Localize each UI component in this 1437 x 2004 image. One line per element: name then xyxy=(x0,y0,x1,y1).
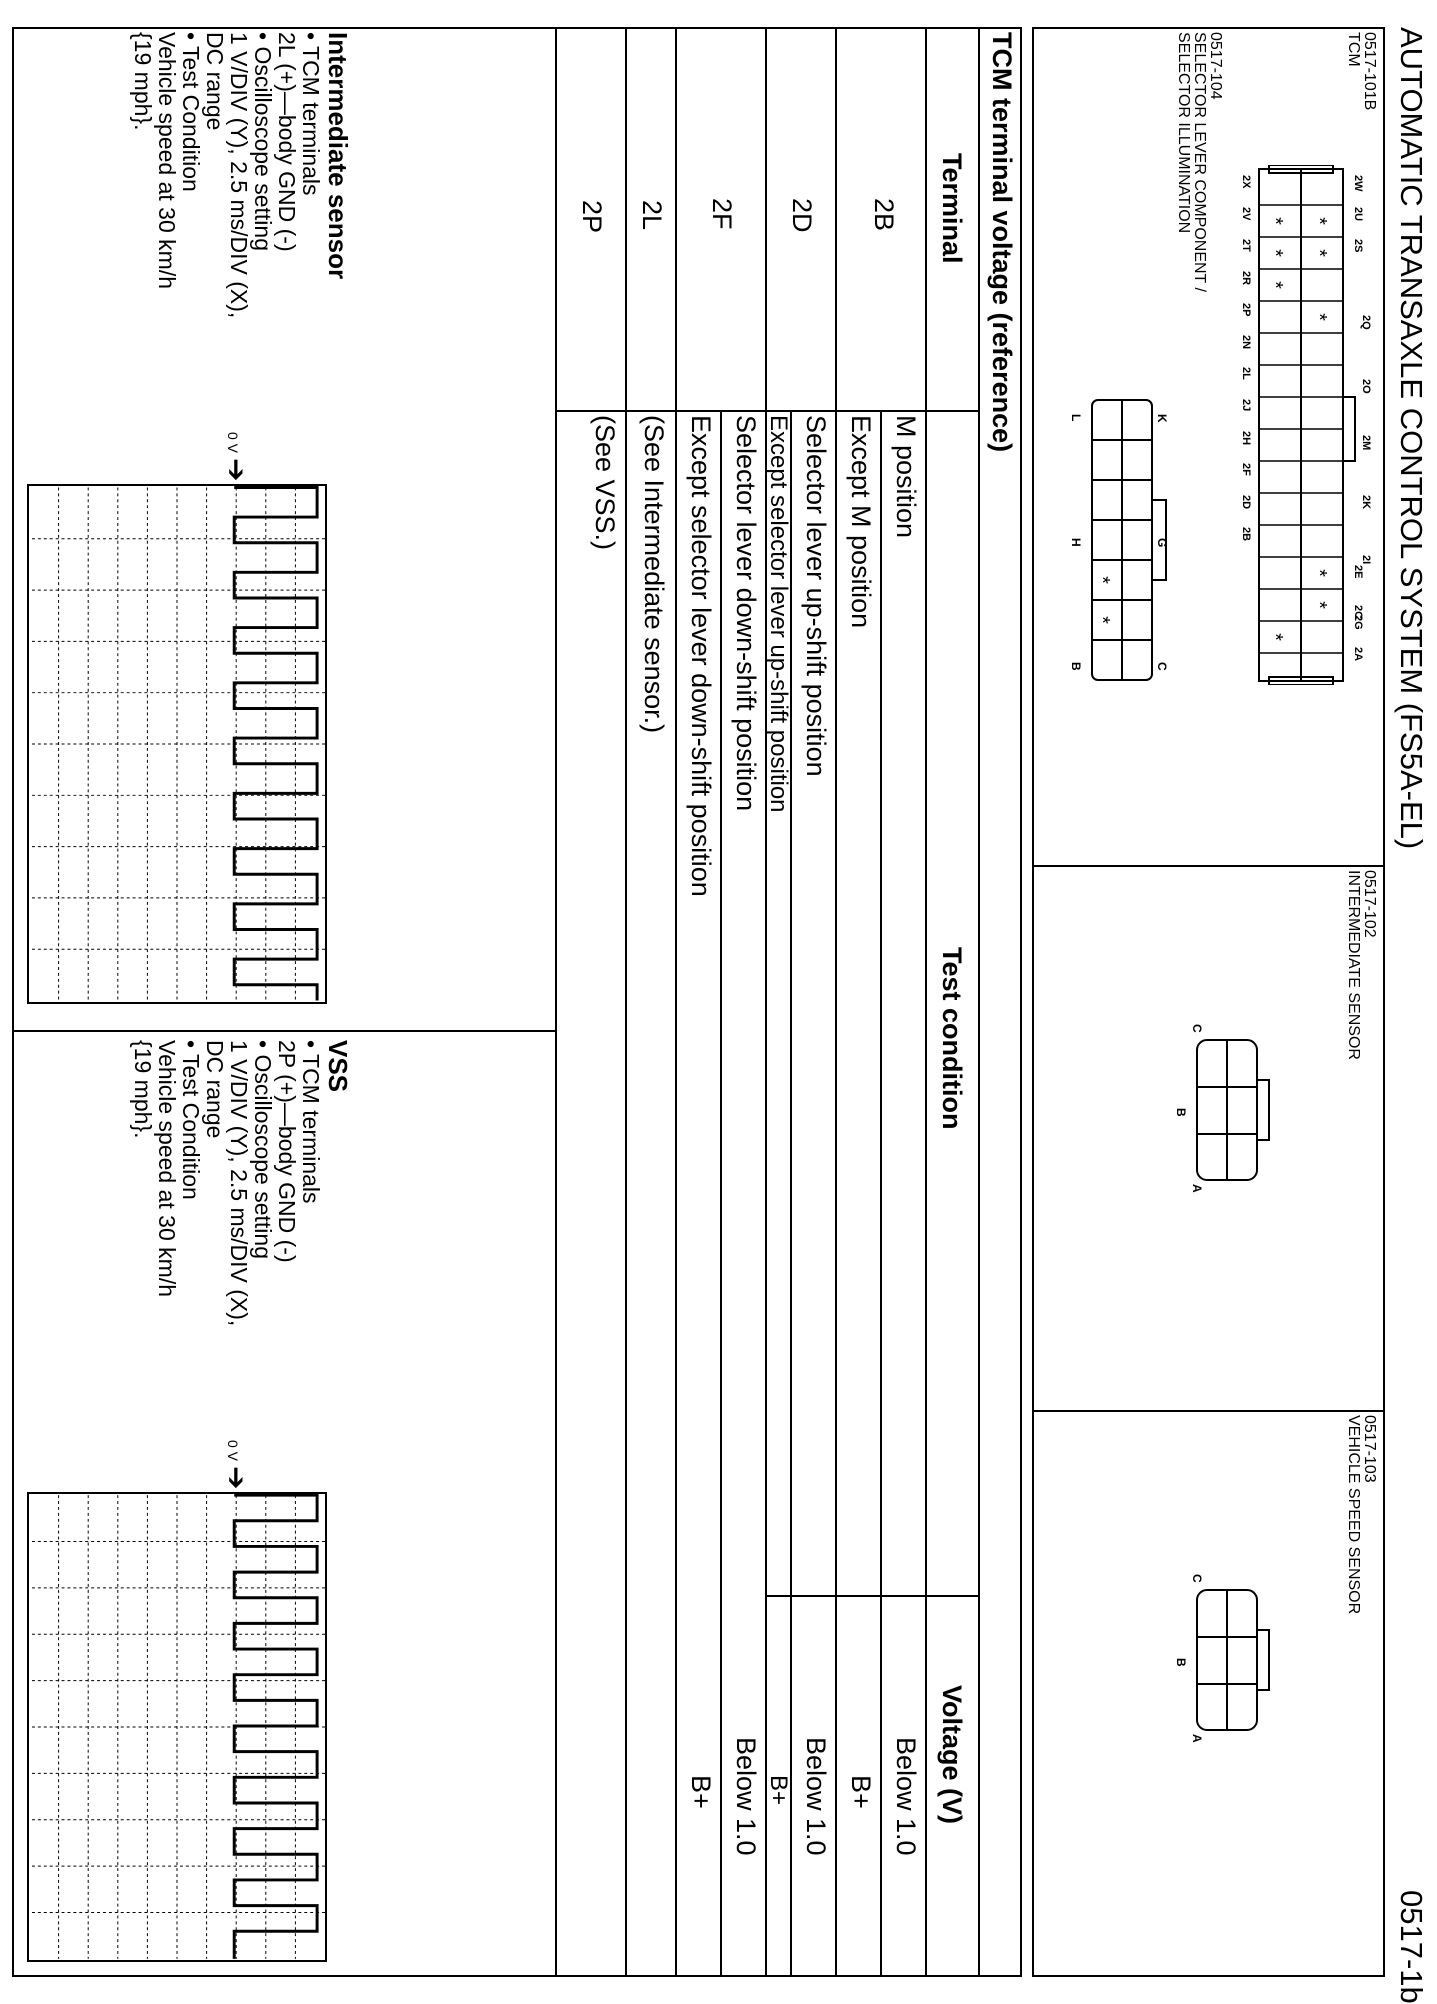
selector-name-1: SELECTOR LEVER COMPONENT / xyxy=(1191,32,1208,292)
svg-text:2N: 2N xyxy=(1240,335,1252,350)
selector-name-2: SELECTOR ILLUMINATION xyxy=(1175,32,1192,234)
header-voltage: Voltage (V) xyxy=(937,1685,967,1825)
voltage-cell: B+ xyxy=(846,1775,876,1809)
intermediate-line: {19 mph}. xyxy=(130,32,156,131)
svg-text:2F: 2F xyxy=(1240,463,1252,476)
svg-text:*: * xyxy=(1308,569,1330,577)
page-title: AUTOMATIC TRANSAXLE CONTROL SYSTEM (FS5A-EL) xyxy=(1394,27,1429,850)
svg-text:*: * xyxy=(1264,281,1286,289)
intermediate-line: DC range xyxy=(202,32,228,131)
svg-text:C: C xyxy=(1190,1574,1204,1583)
intermediate-line: 1 V/DIV (Y), 2.5 ms/DIV (X), xyxy=(226,32,252,319)
intermediate-line: • TCM terminals xyxy=(298,32,324,196)
terminal-cell: 2L xyxy=(637,200,667,231)
intermediate-line: • Test Condition xyxy=(178,32,204,192)
row-divider xyxy=(835,27,837,1977)
selector-connector-diagram xyxy=(1062,390,1172,690)
tcm-name: TCM xyxy=(1345,32,1362,67)
svg-text:2B: 2B xyxy=(1240,527,1252,542)
svg-text:B: B xyxy=(1174,1108,1188,1117)
svg-text:2X: 2X xyxy=(1240,175,1252,189)
row-divider xyxy=(925,27,927,1977)
svg-text:*: * xyxy=(1308,601,1330,609)
svg-text:A: A xyxy=(1190,1184,1204,1193)
row-divider xyxy=(880,410,882,1977)
vss-line: • Oscilloscope setting xyxy=(250,1040,276,1259)
terminal-cell: 2D xyxy=(787,198,817,233)
svg-text:*: * xyxy=(1264,633,1286,641)
voltage-cell: Below 1.0 xyxy=(731,1737,761,1856)
tcm-code: 0517-101B xyxy=(1361,32,1378,111)
voltage-cell: B+ xyxy=(686,1775,716,1809)
vss-title: VSS xyxy=(323,1040,353,1093)
selector-code: 0517-104 xyxy=(1207,32,1224,100)
svg-text:*: * xyxy=(1308,249,1330,257)
row-divider xyxy=(555,27,557,1977)
svg-text:2Q: 2Q xyxy=(1360,315,1372,330)
voltage-cell: Below 1.0 xyxy=(801,1737,831,1856)
intermediate-line: 2L (+)—body GND (-) xyxy=(274,32,300,252)
vss-waveform-trace xyxy=(234,1495,317,1959)
svg-text:2I: 2I xyxy=(1360,555,1372,565)
intermediate-code: 0517-102 xyxy=(1361,870,1378,938)
waveform-divider xyxy=(12,1030,557,1032)
vss-connector-diagram xyxy=(1167,1570,1277,1750)
vss-line: • TCM terminals xyxy=(298,1040,324,1204)
vss-code: 0517-103 xyxy=(1361,1415,1378,1483)
terminal-cell: 2B xyxy=(869,198,899,232)
svg-text:2M: 2M xyxy=(1360,435,1372,451)
table-title: TCM terminal voltage (reference) xyxy=(987,32,1017,453)
svg-text:A: A xyxy=(1190,1734,1204,1743)
svg-text:2S: 2S xyxy=(1352,239,1364,253)
intermediate-oscilloscope xyxy=(27,484,327,1004)
header-test-condition: Test condition xyxy=(937,947,967,1130)
vss-line: Vehicle speed at 30 km/h xyxy=(154,1040,180,1297)
row-divider xyxy=(765,27,767,1977)
svg-text:L: L xyxy=(1069,414,1083,422)
table-rule xyxy=(978,27,980,1977)
svg-text:G: G xyxy=(1155,538,1169,548)
intermediate-line: Vehicle speed at 30 km/h xyxy=(154,32,180,289)
svg-text:B: B xyxy=(1174,1658,1188,1667)
vss-line: • Test Condition xyxy=(178,1040,204,1200)
condition-cell: Selector lever down-shift position xyxy=(731,415,761,812)
svg-text:2O: 2O xyxy=(1360,379,1372,394)
svg-text:2D: 2D xyxy=(1240,495,1252,510)
voltage-cell: Below 1.0 xyxy=(891,1737,921,1856)
svg-text:2J: 2J xyxy=(1240,399,1252,412)
svg-text:*: * xyxy=(1091,616,1113,624)
svg-text:2R: 2R xyxy=(1240,271,1252,286)
condition-cell: Except selector lever up-shift position xyxy=(765,415,792,813)
svg-text:2H: 2H xyxy=(1240,431,1252,446)
svg-text:2W: 2W xyxy=(1352,175,1364,192)
svg-text:2U: 2U xyxy=(1352,207,1364,222)
vss-line: 1 V/DIV (Y), 2.5 ms/DIV (X), xyxy=(226,1040,252,1327)
vss-line: {19 mph}. xyxy=(130,1040,156,1139)
svg-text:*: * xyxy=(1308,217,1330,225)
zero-volt-label: 0 V xyxy=(225,1440,241,1462)
vss-line: 2P (+)—body GND (-) xyxy=(274,1040,300,1263)
svg-text:2C: 2C xyxy=(1352,605,1364,620)
intermediate-sensor-title: Intermediate sensor xyxy=(323,32,353,280)
row-divider xyxy=(720,410,722,1977)
svg-text:C: C xyxy=(1155,662,1169,671)
column-divider xyxy=(557,410,980,412)
header-terminal: Terminal xyxy=(937,153,967,264)
svg-text:*: * xyxy=(1308,313,1330,321)
svg-text:2V: 2V xyxy=(1240,207,1252,221)
svg-text:2T: 2T xyxy=(1240,239,1252,252)
arrow-icon: ➔ xyxy=(221,1466,252,1490)
condition-cell: Except M position xyxy=(846,415,876,629)
svg-text:K: K xyxy=(1155,414,1169,423)
svg-text:2K: 2K xyxy=(1360,495,1372,510)
column-divider xyxy=(767,1595,980,1597)
svg-text:2G: 2G xyxy=(1352,615,1364,630)
row-divider xyxy=(625,27,627,1977)
svg-text:*: * xyxy=(1264,217,1286,225)
terminal-cell: 2P xyxy=(577,200,607,234)
svg-text:*: * xyxy=(1091,576,1113,584)
condition-cell: Selector lever up-shift position xyxy=(801,415,831,777)
frame-divider xyxy=(1032,865,1385,867)
row-divider xyxy=(675,27,677,1977)
vss-name: VEHICLE SPEED SENSOR xyxy=(1345,1415,1362,1615)
terminal-cell: 2F xyxy=(707,198,737,230)
svg-text:*: * xyxy=(1264,249,1286,257)
intermediate-line: • Oscilloscope setting xyxy=(250,32,276,251)
zero-volt-label: 0 V xyxy=(225,432,241,454)
intermediate-connector-diagram xyxy=(1167,1020,1277,1200)
arrow-icon: ➔ xyxy=(221,458,252,482)
vss-oscilloscope xyxy=(27,1492,327,1962)
svg-text:B: B xyxy=(1069,662,1083,671)
page-code: 0517-1b xyxy=(1394,1890,1429,2004)
frame-divider xyxy=(1032,1410,1385,1412)
tcm-connector-diagram xyxy=(1233,165,1373,685)
svg-text:2L: 2L xyxy=(1240,367,1252,380)
svg-text:2A: 2A xyxy=(1352,647,1364,662)
svg-text:2P: 2P xyxy=(1240,303,1252,317)
svg-text:C: C xyxy=(1190,1024,1204,1033)
intermediate-name: INTERMEDIATE SENSOR xyxy=(1345,870,1362,1060)
svg-text:H: H xyxy=(1069,538,1083,547)
vss-line: DC range xyxy=(202,1040,228,1139)
condition-cell: (See VSS.) xyxy=(590,415,620,551)
svg-text:2E: 2E xyxy=(1352,565,1364,579)
condition-cell: Except selector lever down-shift position xyxy=(686,415,716,897)
condition-cell: M position xyxy=(891,415,921,539)
voltage-cell: B+ xyxy=(765,1775,792,1806)
condition-cell: (See Intermediate sensor.) xyxy=(639,415,669,734)
